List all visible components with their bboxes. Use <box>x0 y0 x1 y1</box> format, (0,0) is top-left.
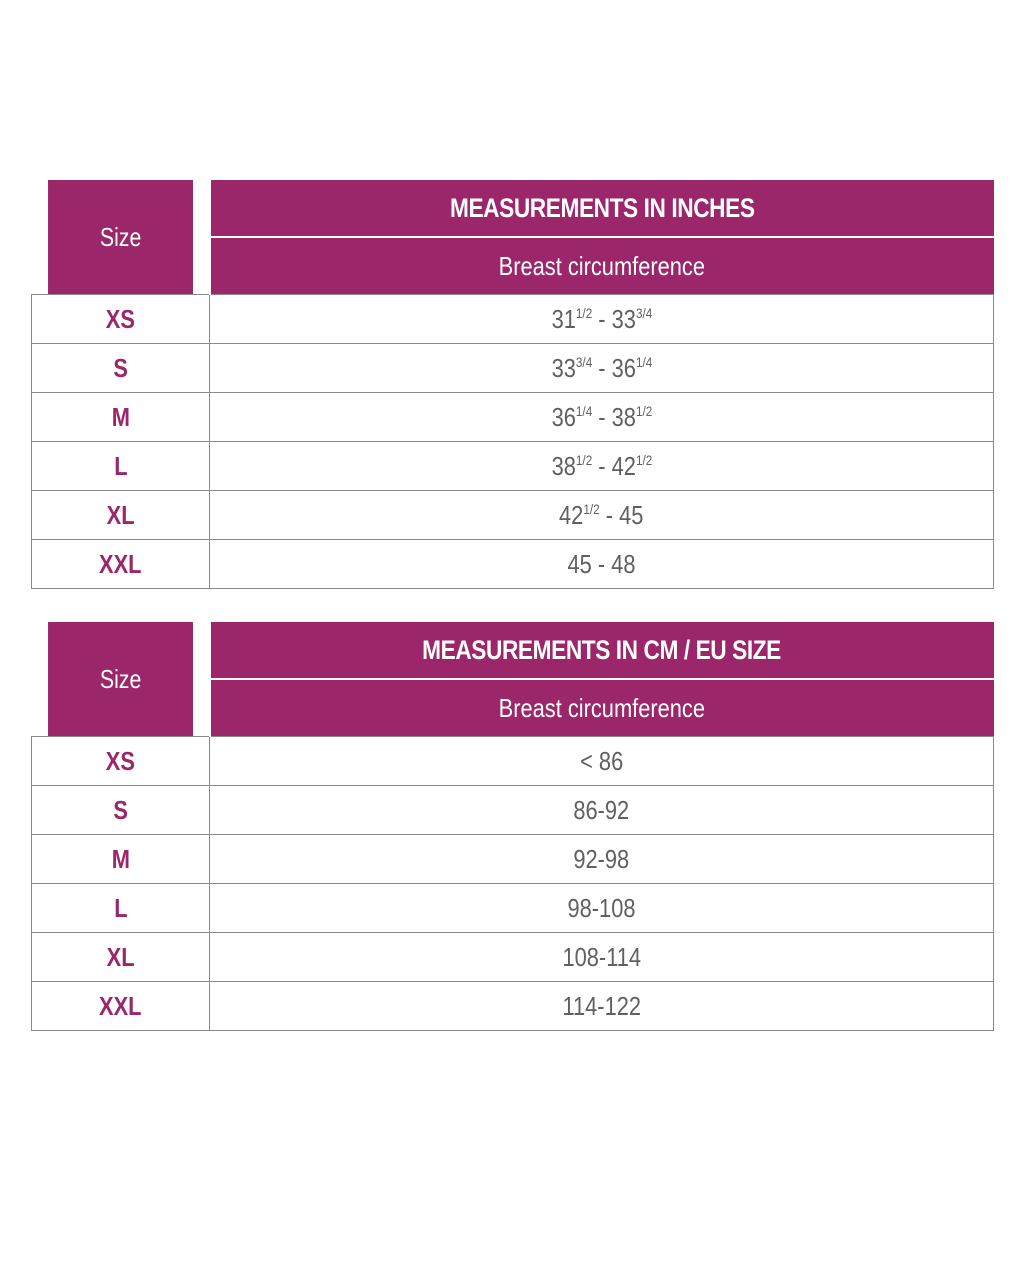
size-label: XL <box>32 491 210 540</box>
table-row <box>32 835 994 884</box>
measurement-range: $33^{3/4} - 36^{1/4}$ <box>210 344 994 393</box>
table-row <box>32 737 994 786</box>
size-label: M <box>32 393 210 442</box>
measurement-range: $42^{1/2} - 45$ <box>210 491 994 540</box>
table-row <box>32 491 994 540</box>
table-row <box>32 786 994 835</box>
measurement-range: 45 - 48 <box>210 540 994 589</box>
measurement-range: $38^{1/2} - 42^{1/2}$ <box>210 442 994 491</box>
table-row <box>32 442 994 491</box>
table-title: MEASUREMENTS IN INCHES <box>210 180 994 237</box>
measurement-range: 86-92 <box>210 786 994 835</box>
table-row <box>32 982 994 1031</box>
table-row <box>32 344 994 393</box>
table-row <box>32 295 994 344</box>
measurement-range: 92-98 <box>210 835 994 884</box>
size-column-header: Size <box>48 180 194 295</box>
measurement-range: 98-108 <box>210 884 994 933</box>
table-row <box>32 884 994 933</box>
measurement-range: 114-122 <box>210 982 994 1031</box>
size-label: XL <box>32 933 210 982</box>
size-label: M <box>32 835 210 884</box>
measurement-range: $31^{1/2} - 33^{3/4}$ <box>210 295 994 344</box>
size-label: S <box>32 344 210 393</box>
size-column-header: Size <box>48 622 194 737</box>
table-subtitle: Breast circumference <box>210 237 994 295</box>
size-label: XS <box>32 737 210 786</box>
size-label: L <box>32 442 210 491</box>
measurement-range: $36^{1/4} - 38^{1/2}$ <box>210 393 994 442</box>
measurement-range: < 86 <box>210 737 994 786</box>
table-title: MEASUREMENTS IN CM / EU SIZE <box>210 622 994 679</box>
table-subtitle: Breast circumference <box>210 679 994 737</box>
size-chart-cm <box>31 622 994 1031</box>
size-label: S <box>32 786 210 835</box>
size-label: XXL <box>32 982 210 1031</box>
size-label: XXL <box>32 540 210 589</box>
size-label: XS <box>32 295 210 344</box>
table-row <box>32 933 994 982</box>
size-label: L <box>32 884 210 933</box>
size-chart-inches <box>31 180 994 589</box>
measurement-range: 108-114 <box>210 933 994 982</box>
table-row <box>32 540 994 589</box>
table-row <box>32 393 994 442</box>
